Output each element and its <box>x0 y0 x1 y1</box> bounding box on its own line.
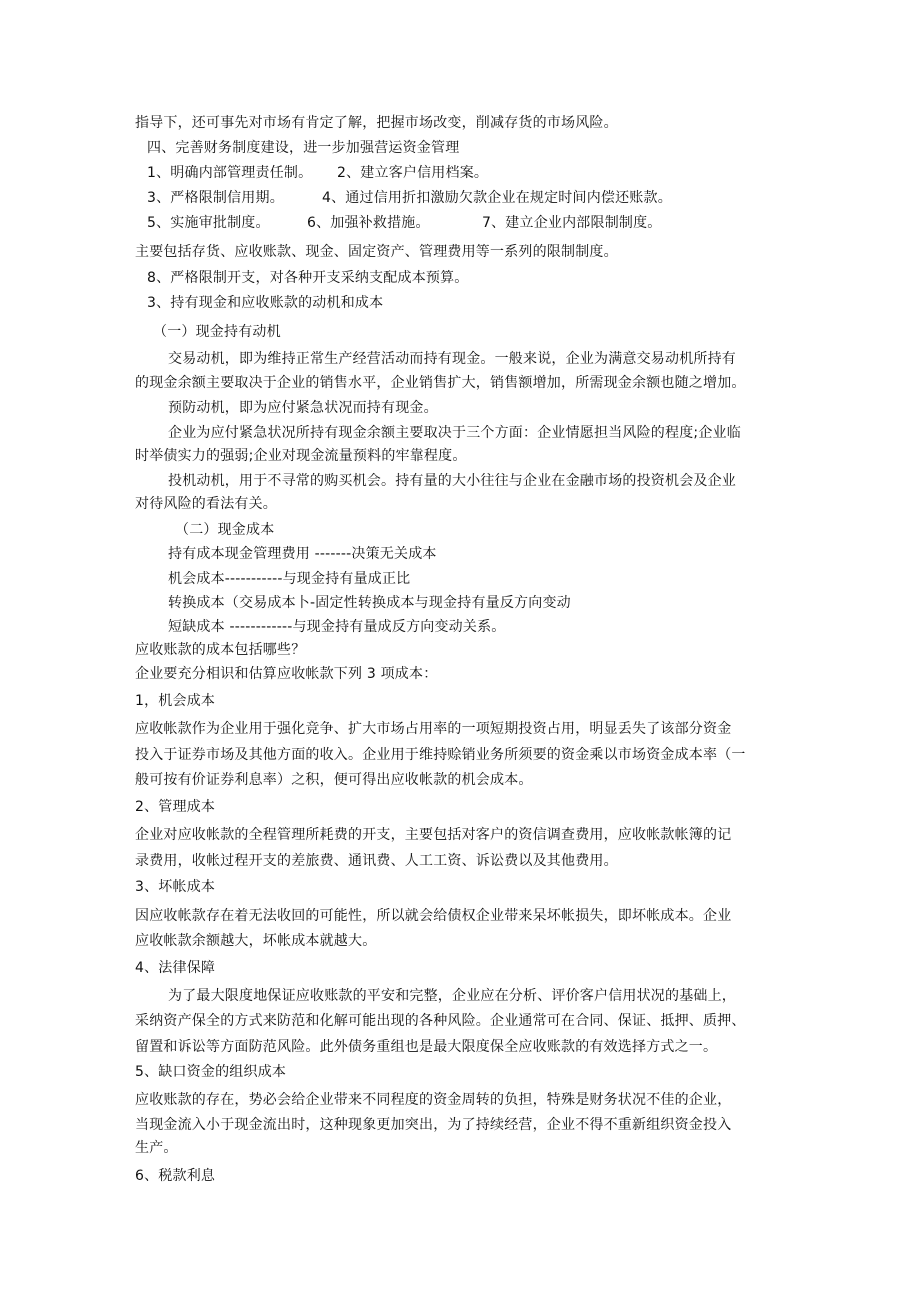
paragraph-line: 为了最大限度地保证应收账款的平安和完整，企业应在分析、评价客户信用状况的基础上， <box>168 988 736 1004</box>
list-item: 1、明确内部管理责任制。 <box>147 165 313 181</box>
section-heading: 3、持有现金和应收账款的动机和成本 <box>147 295 384 311</box>
sub-heading: （一）现金持有动机 <box>153 324 281 340</box>
cost-line: 转换成本（交易成本卜-固定性转换成本与现金持有量反方向变动 <box>168 595 571 611</box>
question-line: 应收账款的成本包括哪些？ <box>135 642 306 658</box>
paragraph-line: 企业对应收帐款的全程管理所耗费的开支，主要包括对客户的资信调查费用，应收帐款帐簿的记 <box>135 827 732 843</box>
paragraph-line: 交易动机，即为维持正常生产经营活动而持有现金。一般来说，企业为满意交易动机所持有 <box>168 351 736 367</box>
paragraph-line: 的现金余额主要取决于企业的销售水平，企业销售扩大，销售额增加，所需现金余额也随之增加。 <box>135 375 746 391</box>
list-row <box>147 188 672 208</box>
cost-line: 机会成本-----------与现金持有量成正比 <box>168 571 411 587</box>
list-item: 4、通过信用折扣激励欠款企业在规定时间内偿还账款。 <box>322 190 672 206</box>
list-item: 7、建立企业内部限制制度。 <box>482 215 662 231</box>
paragraph-line: 留置和诉讼等方面防范风险。此外债务重组也是最大限度保全应收账款的有效选择方式之一。 <box>135 1039 718 1055</box>
section-heading: 2、管理成本 <box>135 799 216 815</box>
paragraph-line: 企业为应付紧急状况所持有现金余额主要取决于三个方面：企业情愿担当风险的程度;企业临 <box>168 425 741 441</box>
paragraph-line: 采纳资产保全的方式来防范和化解可能出现的各种风险。企业通常可在合同、保证、抵押、质押、 <box>135 1013 746 1029</box>
section-heading: 6、税款利息 <box>135 1168 216 1184</box>
text-line: 指导下，还可事先对市场有肯定了解，把握市场改变，削减存货的市场风险。 <box>135 115 618 131</box>
sub-heading: （二）现金成本 <box>175 522 275 538</box>
list-item: 2、建立客户信用档案。 <box>337 165 489 181</box>
list-row <box>147 213 662 233</box>
list-item: 8、严格限制开支，对各种开支采纳支配成本预算。 <box>147 270 469 286</box>
list-item: 5、实施审批制度。 <box>147 215 270 231</box>
section-heading: 四、完善财务制度建设，进一步加强营运资金管理 <box>147 140 460 156</box>
paragraph-line: 投机动机，用于不寻常的购买机会。持有量的大小往往与企业在金融市场的投资机会及企业 <box>168 473 736 489</box>
paragraph-line: 当现金流入小于现金流出时，这种现象更加突出，为了持续经营，企业不得不重新组织资金投入 <box>135 1117 732 1133</box>
list-item: 6、加强补救措施。 <box>307 215 430 231</box>
paragraph-line: 投入于证券市场及其他方面的收入。企业用于维持赊销业务所须要的资金乘以市场资金成本率（一 <box>135 747 746 763</box>
paragraph-line: 录费用，收帐过程开支的差旅费、通讯费、人工工资、诉讼费以及其他费用。 <box>135 853 618 869</box>
paragraph-line: 预防动机，即为应付紧急状况而持有现金。 <box>168 400 438 416</box>
list-item: 3、严格限制信用期。 <box>147 190 284 206</box>
section-heading: 1，机会成本 <box>135 693 216 709</box>
paragraph-line: 时举债实力的强弱;企业对现金流量预料的牢靠程度。 <box>135 448 467 464</box>
section-heading: 3、坏帐成本 <box>135 879 216 895</box>
paragraph-line: 因应收帐款存在着无法收回的可能性，所以就会给债权企业带来呆坏帐损失，即坏帐成本。企业 <box>135 908 732 924</box>
section-heading: 5、缺口资金的组织成本 <box>135 1064 287 1080</box>
paragraph-line: 应收账款的存在，势必会给企业带来不同程度的资金周转的负担，特殊是财务状况不佳的企业， <box>135 1092 732 1108</box>
paragraph-line: 应收帐款余额越大，坏帐成本就越大。 <box>135 933 377 949</box>
list-row <box>147 163 488 183</box>
text-line: 主要包括存货、应收账款、现金、固定资产、管理费用等一系列的限制制度。 <box>135 244 618 260</box>
paragraph-line: 对待风险的看法有关。 <box>135 496 277 512</box>
cost-line: 持有成本现金管理费用 -------决策无关成本 <box>168 546 437 562</box>
paragraph-line: 般可按有价证券利息率）之积，便可得出应收帐款的机会成本。 <box>135 772 533 788</box>
paragraph-line: 生产。 <box>135 1140 178 1156</box>
paragraph-line: 应收帐款作为企业用于强化竞争、扩大市场占用率的一项短期投资占用，明显丢失了该部分资金 <box>135 721 732 737</box>
section-heading: 4、法律保障 <box>135 960 216 976</box>
text-line: 企业要充分相识和估算应收帐款下列 3 项成本： <box>135 666 438 682</box>
cost-line: 短缺成本 ------------与现金持有量成反方向变动关系。 <box>168 619 506 635</box>
